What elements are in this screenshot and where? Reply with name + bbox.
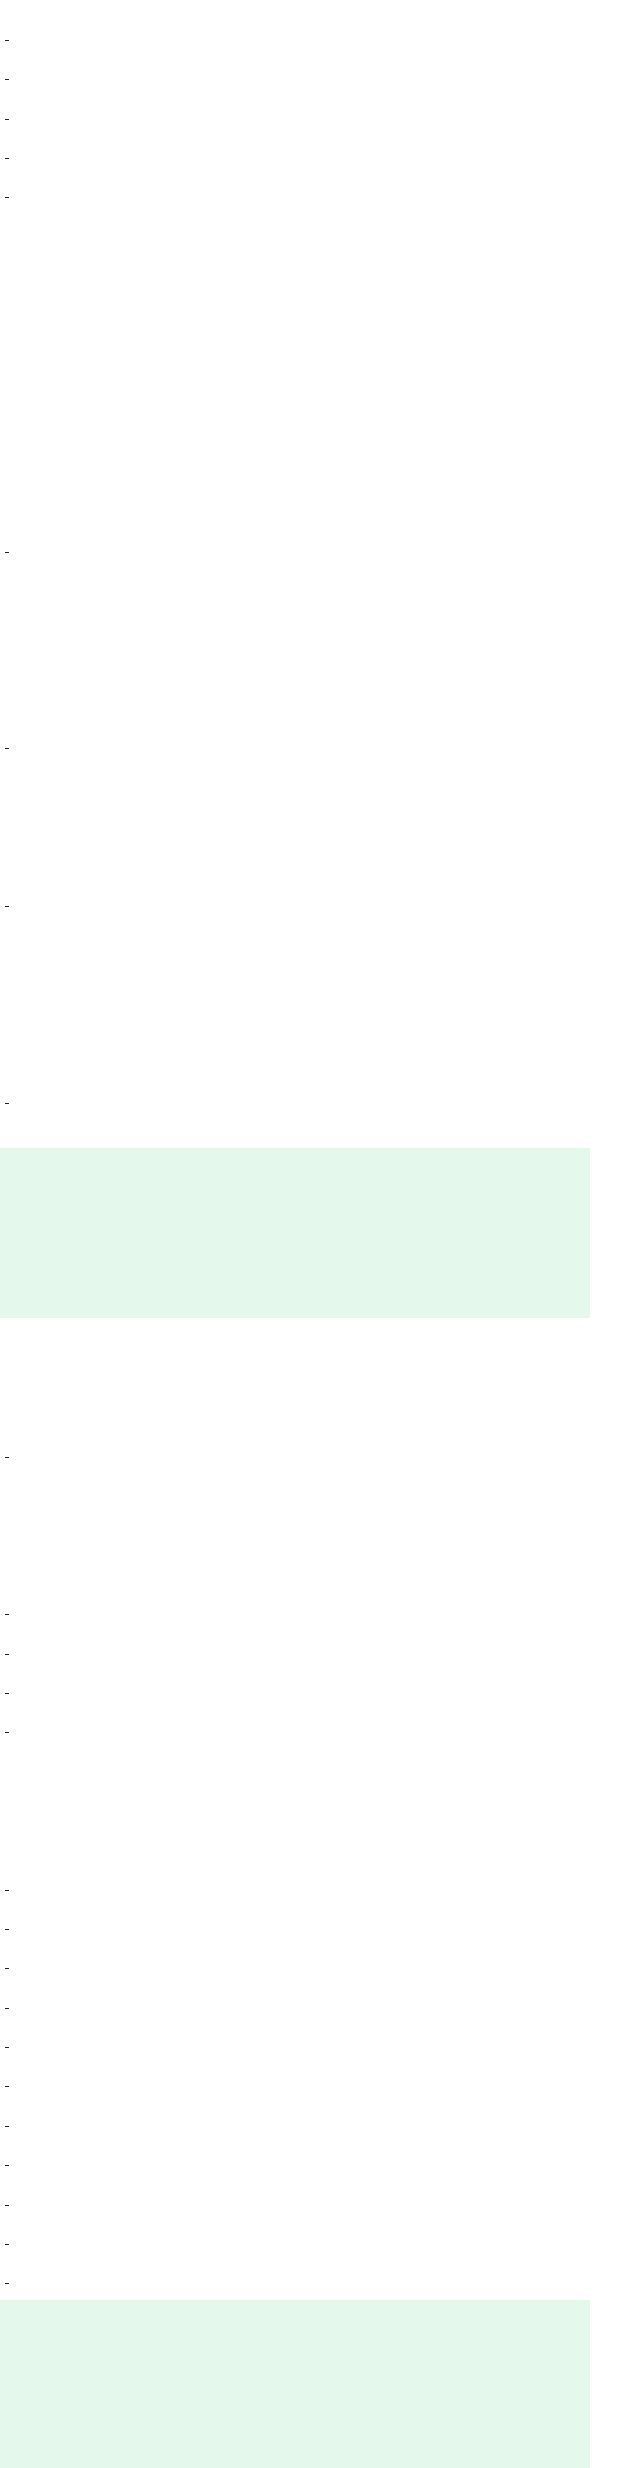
- solution-line: [2, 494, 612, 514]
- fraction: [5, 906, 9, 907]
- solution-line: [2, 140, 612, 176]
- fraction: [5, 1614, 9, 1615]
- solution-line: [2, 101, 612, 137]
- solution-line: [2, 2187, 612, 2223]
- solution-line: [2, 927, 612, 947]
- solution-line: [2, 691, 612, 711]
- solution-line: [2, 1675, 612, 1711]
- solution-line: [2, 1596, 612, 1632]
- fraction-denominator: [5, 1890, 9, 1891]
- fraction: [5, 2047, 9, 2048]
- solution-line: [2, 2226, 612, 2262]
- fraction: [5, 1929, 9, 1930]
- solution-line: [2, 61, 612, 97]
- solution-line: [2, 376, 612, 396]
- fraction: [5, 1968, 9, 1969]
- solution-line: [2, 2029, 612, 2065]
- fraction: [5, 1693, 9, 1694]
- solution-line: [2, 2344, 612, 2364]
- solution-line: [2, 1439, 612, 1475]
- fraction: [5, 2086, 9, 2087]
- fraction: [5, 40, 9, 41]
- solution-line: [2, 337, 612, 357]
- solution-line: [2, 2383, 612, 2403]
- fraction-denominator: [5, 1614, 9, 1615]
- solution-line: [2, 809, 612, 829]
- solution-line: [2, 1281, 612, 1301]
- fraction: [5, 158, 9, 159]
- fraction-denominator: [5, 1693, 9, 1694]
- fraction: [5, 1890, 9, 1891]
- solution-line: [2, 730, 612, 766]
- fraction: [5, 1654, 9, 1655]
- solution-line: [2, 1124, 612, 1144]
- fraction-denominator: [5, 1968, 9, 1969]
- solution-line: [2, 2108, 612, 2144]
- fraction-denominator: [5, 158, 9, 159]
- solution-line: [2, 258, 612, 278]
- solution-line: [2, 2147, 612, 2183]
- fraction: [5, 2165, 9, 2166]
- fraction-denominator: [5, 1654, 9, 1655]
- solution-line: [2, 534, 612, 570]
- solution-line: [2, 2068, 612, 2104]
- solution-line: [2, 179, 612, 215]
- solution-line: [2, 2305, 612, 2325]
- solution-line: [2, 1990, 612, 2026]
- fraction: [5, 1457, 9, 1458]
- fraction-denominator: [5, 2244, 9, 2245]
- solution-line: [2, 1242, 612, 1262]
- fraction-denominator: [5, 119, 9, 120]
- fraction-denominator: [5, 197, 9, 198]
- solution-line: [2, 455, 612, 475]
- fraction-denominator: [5, 1457, 9, 1458]
- solution-line: [2, 1872, 612, 1908]
- solution-line: [2, 1517, 612, 1537]
- solution-line: [2, 1085, 612, 1121]
- fraction: [5, 197, 9, 198]
- fraction-denominator: [5, 1732, 9, 1733]
- solution-line: [2, 2423, 612, 2443]
- solution-line: [2, 1321, 612, 1341]
- solution-line: [2, 219, 612, 239]
- fraction: [5, 2126, 9, 2127]
- solution-line: [2, 1163, 612, 1183]
- solution-line: [2, 1793, 612, 1813]
- fraction-denominator: [5, 2126, 9, 2127]
- fraction-denominator: [5, 2283, 9, 2284]
- solution-line: [2, 1360, 612, 1380]
- fraction-denominator: [5, 748, 9, 749]
- fraction-denominator: [5, 1929, 9, 1930]
- fraction: [5, 2244, 9, 2245]
- solution-line: [2, 2265, 612, 2301]
- fraction-denominator: [5, 1103, 9, 1104]
- fraction: [5, 119, 9, 120]
- solution-line: [2, 22, 612, 58]
- fraction-denominator: [5, 906, 9, 907]
- solution-line: [2, 1045, 612, 1065]
- fraction-denominator: [5, 2205, 9, 2206]
- fraction: [5, 748, 9, 749]
- solution-line: [2, 573, 612, 593]
- solution-line: [2, 1714, 612, 1750]
- solution-line: [2, 1399, 612, 1419]
- fraction: [5, 2283, 9, 2284]
- solution-line: [2, 1006, 612, 1026]
- solution-line: [2, 297, 612, 317]
- solution-line: [2, 1832, 612, 1852]
- fraction-denominator: [5, 2047, 9, 2048]
- fraction-denominator: [5, 2086, 9, 2087]
- solution-line: [2, 1636, 612, 1672]
- solution-line: [2, 1911, 612, 1947]
- solution-line: [2, 652, 612, 672]
- solution-line: [2, 1557, 612, 1577]
- solution-line: [2, 1203, 612, 1223]
- fraction: [5, 2008, 9, 2009]
- fraction-denominator: [5, 2008, 9, 2009]
- fraction-denominator: [5, 79, 9, 80]
- solution-line: [2, 848, 612, 868]
- solution-line: [2, 1478, 612, 1498]
- solution-line: [2, 1950, 612, 1986]
- solution-line: [2, 612, 612, 632]
- solution-line: [2, 770, 612, 790]
- solution-line: [2, 967, 612, 987]
- fraction: [5, 1103, 9, 1104]
- fraction-denominator: [5, 2165, 9, 2166]
- solution-line: [2, 1754, 612, 1774]
- fraction: [5, 79, 9, 80]
- solution-line: [2, 416, 612, 436]
- fraction: [5, 552, 9, 553]
- fraction-denominator: [5, 552, 9, 553]
- solution-line: [2, 888, 612, 924]
- fraction: [5, 2205, 9, 2206]
- fraction-denominator: [5, 40, 9, 41]
- fraction: [5, 1732, 9, 1733]
